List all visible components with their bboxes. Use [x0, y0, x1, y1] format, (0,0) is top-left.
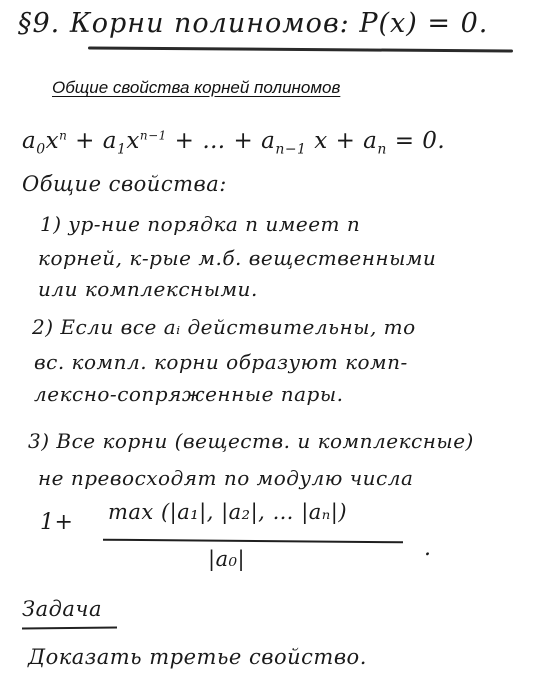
eq-x1-sup: n [59, 128, 68, 143]
property-line-4: 2) Если все aᵢ действительны, то [32, 315, 416, 339]
eq-a0-sub: 0 [36, 141, 46, 158]
subtitle: Общие свойства корней полиномов [52, 78, 341, 97]
fraction-numerator: max (|a₁|, |a₂|, … |aₙ|) [108, 500, 348, 524]
property-line-2: корней, к-рые м.б. вещественными [38, 246, 437, 270]
property-line-1: 1) ур-ние порядка n имеет n [40, 212, 361, 236]
eq-a0: a [22, 128, 37, 154]
task-text: Доказать третье свойство. [28, 645, 367, 669]
eq-a1-sub: 1 [116, 141, 127, 158]
eq-x3: x + a [314, 128, 378, 154]
eq-an1-sub: n−1 [275, 141, 307, 158]
property-line-7: 3) Все корни (веществ. и комплексные) [28, 429, 474, 453]
fraction-dot: . [424, 536, 432, 561]
section-title: §9. Корни полиномов: P(x) = 0. [18, 8, 489, 39]
fraction-bar [103, 539, 403, 544]
title-underline [88, 47, 513, 53]
property-line-8: не превосходят по модулю числа [38, 466, 414, 490]
eq-tail: = 0. [394, 128, 446, 154]
eq-x2: x [126, 128, 140, 154]
property-line-5: вс. компл. корни образуют комп- [34, 350, 408, 374]
fraction-denominator: |a₀| [208, 547, 246, 571]
eq-an-sub: n [377, 141, 387, 158]
eq-middle: + … + a [174, 128, 276, 154]
property-line-3: или комплексными. [38, 277, 258, 301]
eq-plus-a1: + a [75, 128, 117, 154]
polynomial-equation [22, 128, 445, 158]
fraction-lead: 1+ [40, 510, 74, 535]
task-label: Задача [22, 597, 103, 621]
task-underline [22, 627, 117, 630]
eq-x1: x [45, 128, 60, 154]
properties-heading: Общие свойства: [22, 172, 227, 196]
eq-x2-sup: n−1 [139, 128, 167, 143]
property-line-6: лексно-сопряженные пары. [34, 382, 344, 406]
